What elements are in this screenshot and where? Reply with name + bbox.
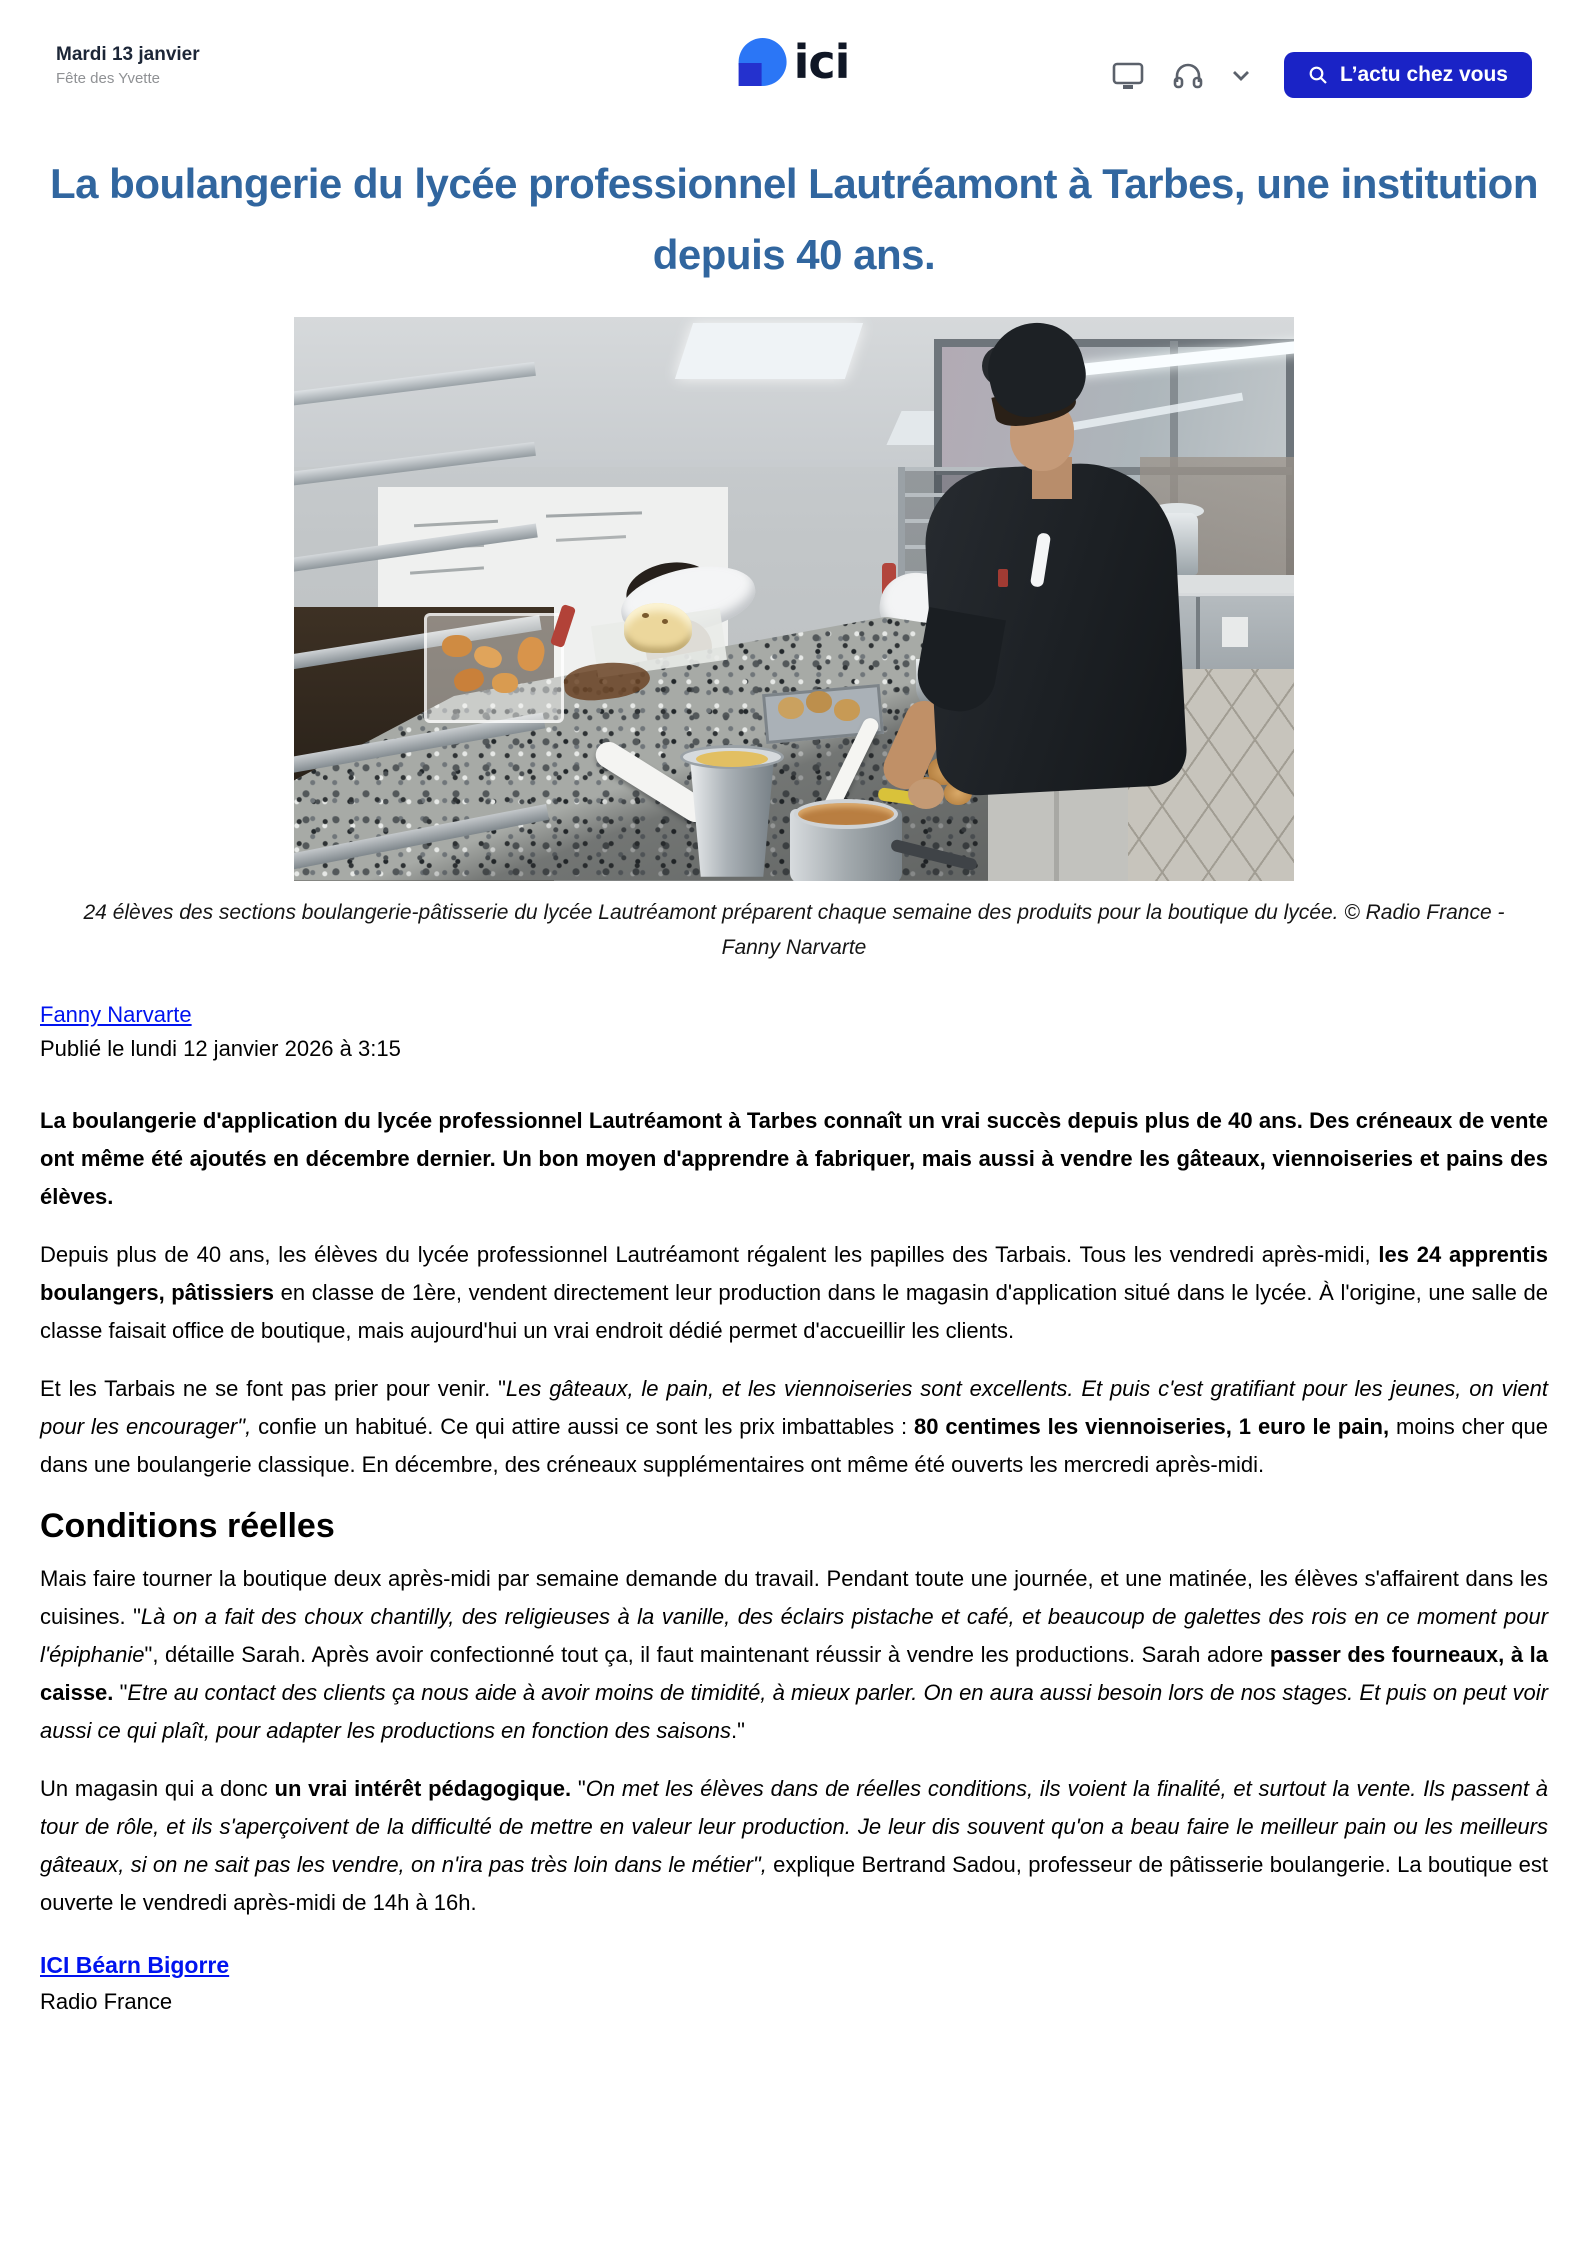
local-news-button[interactable] (1284, 52, 1532, 98)
tv-button[interactable] (1111, 60, 1145, 90)
cake-chip (642, 613, 649, 618)
cream-cake (624, 603, 692, 653)
bun (778, 697, 804, 719)
article-paragraph: Depuis plus de 40 ans, les élèves du lycée professionnel Lautréamont régalent les papilles des Tarbais. Tous les vendredi après-midi, les 24 apprentis boulangers, pâtissiers en classe de 1ère, vendent directement leur production dans le magasin d'application situé dans le lycée. À l'origine, une salle de classe faisait office de boutique, mais aujourd'hui un vrai endroit dédié permet d'accueillir les clients. (40, 1242, 1548, 1344)
saint-of-day: Fête des Yvette (56, 69, 160, 87)
article-footer (0, 1952, 1588, 2015)
pastry (492, 673, 518, 693)
chef-badge (998, 569, 1008, 587)
article-paragraph: La boulangerie d'application du lycée professionnel Lautréamont à Tarbes connaît un vrai succès depuis plus de 40 ans. Des créneaux de vente ont même été ajoutés en décembre dernier. Un bon moyen d'apprendre à fabriquer, mais aussi à vendre les gâteaux, viennoiseries et pains des élèves. (40, 1108, 1548, 1210)
chef-right-hand (908, 779, 944, 809)
tv-icon (1111, 60, 1145, 90)
section-heading: Conditions réelles (40, 1507, 335, 1546)
photo-caption: 24 élèves des sections boulangerie-pâtisserie du lycée Lautréamont préparent chaque semaine des produits pour la boutique du lycée. © Radio France - Fanny Narvarte (83, 900, 1505, 960)
header-actions (1111, 44, 1532, 98)
cabinet-label (1222, 617, 1248, 647)
article-paragraph: Un magasin qui a donc un vrai intérêt pédagogique. "On met les élèves dans de réelles conditions, ils voient la finalité, et surtout la vente. Ils passent à tour de rôle, et ils s'aperçoivent de la difficulté de mettre en valeur leur production. Je leur dis souvent qu'on a beau faire le meilleur pain ou les meilleurs gâteaux, si on ne sait pas les vendre, on n'ira pas très loin dans le métier", explique Bertrand Sadou, professeur de pâtisserie boulangerie. La boutique est ouverte le vendredi après-midi de 14h à 16h. (40, 1776, 1549, 1916)
cake-chip (662, 619, 668, 624)
expand-menu-button[interactable] (1231, 68, 1251, 82)
bucket-cream (696, 751, 768, 767)
chevron-down-icon (1231, 68, 1251, 82)
pastry (442, 635, 472, 657)
ici-logo[interactable] (739, 35, 850, 89)
logo-square (739, 63, 762, 86)
current-date: Mardi 13 janvier (56, 44, 200, 65)
article-paragraph: Mais faire tourner la boutique deux après-midi par semaine demande du travail. Pendant toute une journée, et une matinée, les élèves s'affairent dans les cuisines. "Là on a fait des choux chantilly, des religieuses à la vanille, des éclairs pistache et café, et beaucoup de galettes des rois en ce moment pour l'épiphanie", détaille Sarah. Après avoir confectionné tout ça, il faut maintenant réussir à vendre les productions. Sarah adore passer des fourneaux, à la caisse. "Etre au contact des clients ça nous aide à avoir moins de timidité, à mieux parler. On en aura aussi besoin lors de nos stages. Et puis on peut voir aussi ce qui plaît, pour adapter les productions en fonction des saisons." (40, 1566, 1549, 1744)
search-icon (1308, 65, 1328, 85)
article-title: La boulangerie du lycée professionnel Lautréamont à Tarbes, une institution depuis 40 ans. (50, 160, 1538, 279)
mixing-bucket (686, 755, 778, 877)
skylight (675, 323, 863, 379)
company-name: Radio France (40, 1989, 173, 2015)
publish-date: Publié le lundi 12 janvier 2026 à 3:15 (40, 1036, 401, 1062)
logo-wordmark: ici (793, 35, 850, 89)
station-link[interactable]: ICI Béarn Bigorre (40, 1952, 230, 1979)
article-paragraph: Et les Tarbais ne se font pas prier pour venir. "Les gâteaux, le pain, et les viennoiseries sont excellents. Et puis c'est gratifiant pour les jeunes, on vient pour les encourager", confie un habitué. Ce qui attire aussi ce sont les prix imbattables : 80 centimes les viennoiseries, 1 euro le pain, moins cher que dans une boulangerie classique. En décembre, des créneaux supplémentaires ont même été ouverts les mercredi après-midi. (40, 1376, 1548, 1478)
site-header (0, 0, 1588, 118)
saucepan-batter (794, 799, 898, 829)
article-photo (294, 317, 1294, 881)
bun (834, 699, 860, 721)
byline (40, 1002, 1548, 1062)
article-body (0, 1102, 1588, 1922)
bun (806, 691, 832, 713)
author-link[interactable]: Fanny Narvarte (40, 1002, 192, 1028)
date-block (56, 44, 200, 88)
article-figure (0, 317, 1588, 966)
headphones-icon (1172, 60, 1204, 90)
listen-button[interactable] (1172, 60, 1204, 90)
local-news-button-label: L’actu chez vous (1339, 63, 1508, 86)
ici-logo-mark (739, 38, 787, 86)
